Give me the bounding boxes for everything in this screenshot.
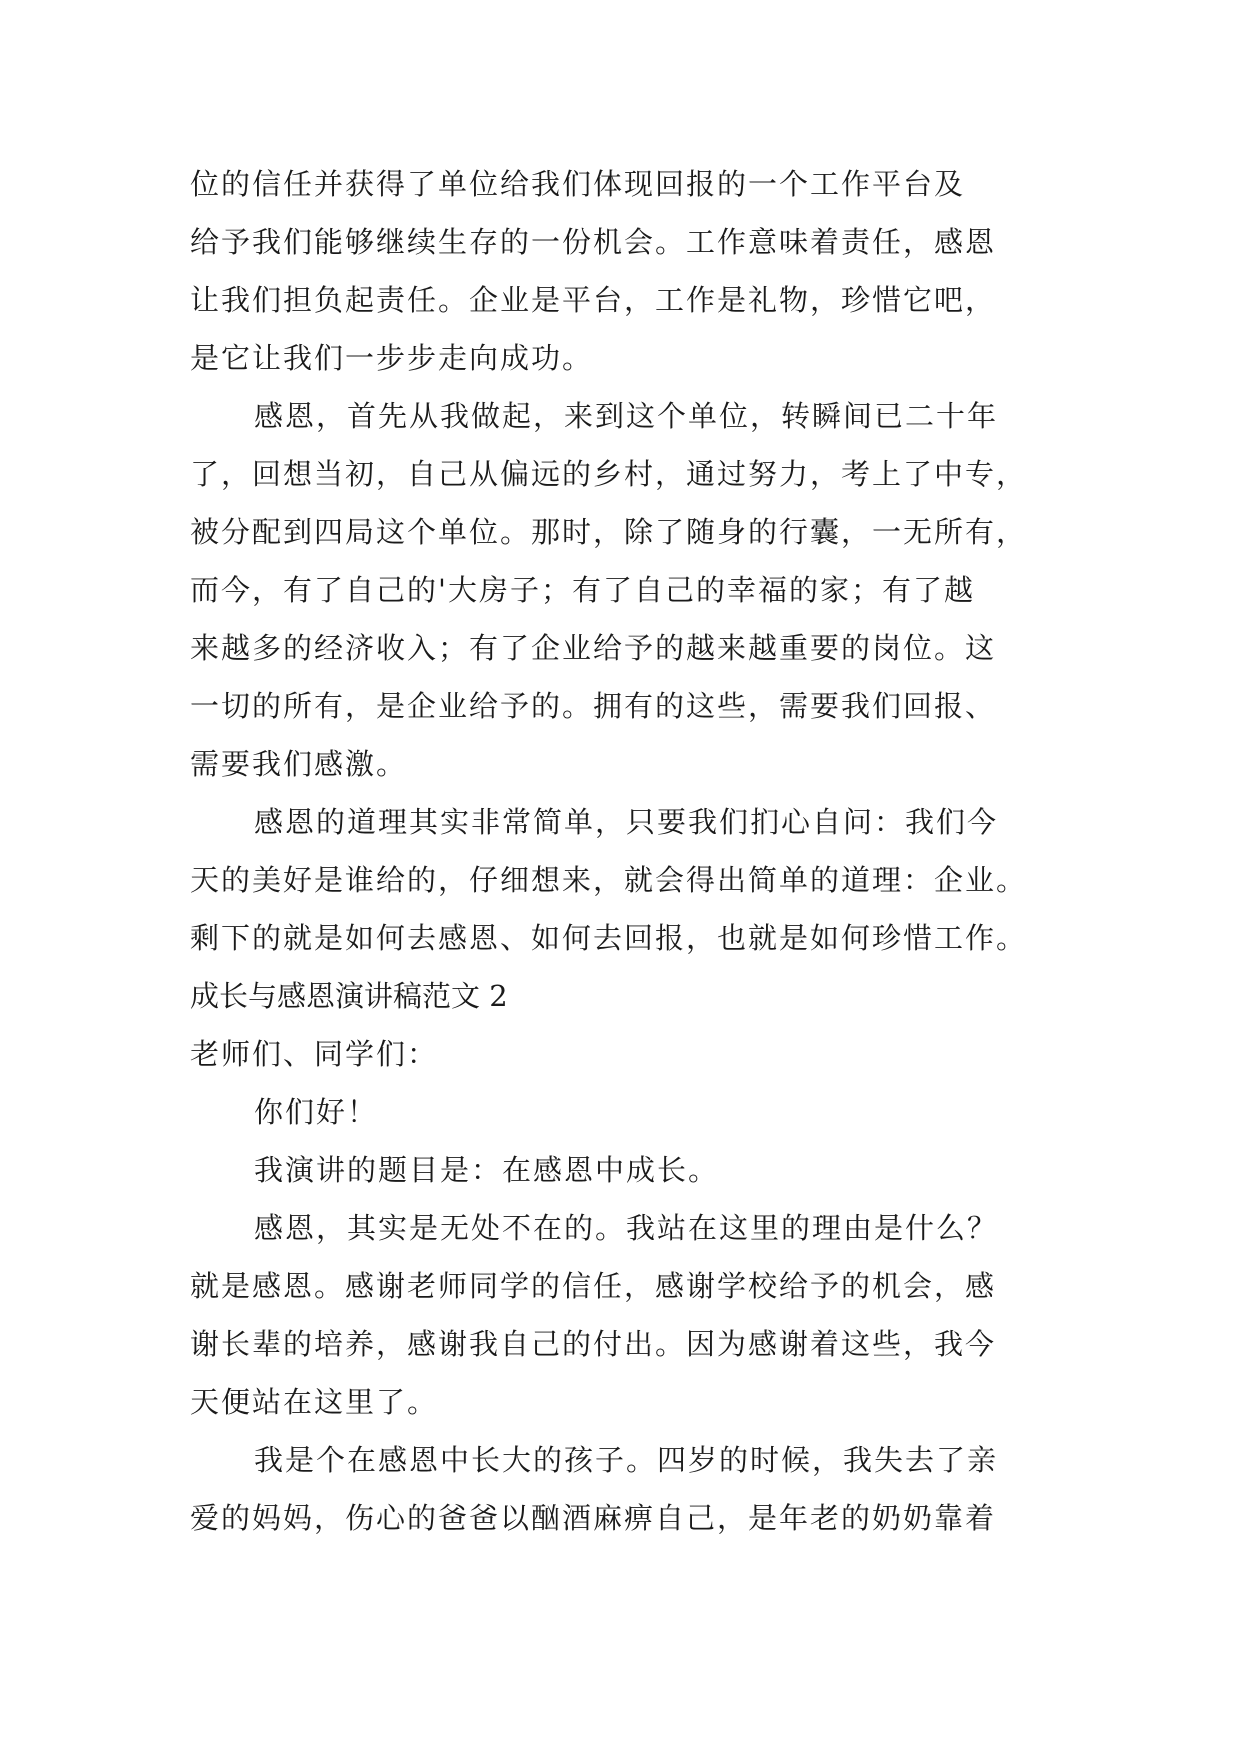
paragraph-line: 给予我们能够继续生存的一份机会。工作意味着责任，感恩 xyxy=(190,225,997,259)
paragraph-line: 而今，有了自己的'大房子；有了自己的幸福的家；有了越 xyxy=(190,573,975,607)
paragraph-line: 就是感恩。感谢老师同学的信任，感谢学校给予的机会，感 xyxy=(190,1269,997,1303)
paragraph-line: 剩下的就是如何去感恩、如何去回报，也就是如何珍惜工作。 xyxy=(190,921,1028,955)
paragraph-line: 被分配到四局这个单位。那时，除了随身的行囊，一无所有， xyxy=(190,515,1028,549)
paragraph-line: 让我们担负起责任。企业是平台，工作是礼物，珍惜它吧， xyxy=(190,283,997,317)
paragraph-line: 天的美好是谁给的，仔细想来，就会得出简单的道理：企业。 xyxy=(190,863,1028,897)
paragraph-line: 了，回想当初，自己从偏远的乡村，通过努力，考上了中专， xyxy=(190,457,1028,491)
paragraph-line: 谢长辈的培养，感谢我自己的付出。因为感谢着这些，我今 xyxy=(190,1327,997,1361)
speech-topic: 我演讲的题目是：在感恩中成长。 xyxy=(254,1153,720,1187)
paragraph-line: 天便站在这里了。 xyxy=(190,1385,439,1419)
paragraph-line: 来越多的经济收入；有了企业给予的越来越重要的岗位。这 xyxy=(190,631,997,665)
paragraph-line: 需要我们感激。 xyxy=(190,747,408,781)
paragraph-line: 一切的所有，是企业给予的。拥有的这些，需要我们回报、 xyxy=(190,689,997,723)
document-body xyxy=(190,155,1070,1547)
paragraph-line: 爱的妈妈，伤心的爸爸以酗酒麻痹自己，是年老的奶奶靠着 xyxy=(190,1501,997,1535)
section-title: 成长与感恩演讲稿范文 2 xyxy=(190,979,508,1013)
paragraph-line: 感恩的道理其实非常简单，只要我们扪心自问：我们今 xyxy=(254,805,999,839)
greeting: 你们好！ xyxy=(254,1095,379,1129)
paragraph-line: 位的信任并获得了单位给我们体现回报的一个工作平台及 xyxy=(190,167,966,201)
paragraph-line: 感恩，其实是无处不在的。我站在这里的理由是什么？ xyxy=(254,1211,999,1245)
paragraph-line: 是它让我们一步步走向成功。 xyxy=(190,341,594,375)
salutation: 老师们、同学们： xyxy=(190,1037,439,1071)
paragraph-line: 感恩，首先从我做起，来到这个单位，转瞬间已二十年 xyxy=(254,399,999,433)
paragraph-line: 我是个在感恩中长大的孩子。四岁的时候，我失去了亲 xyxy=(254,1443,999,1477)
